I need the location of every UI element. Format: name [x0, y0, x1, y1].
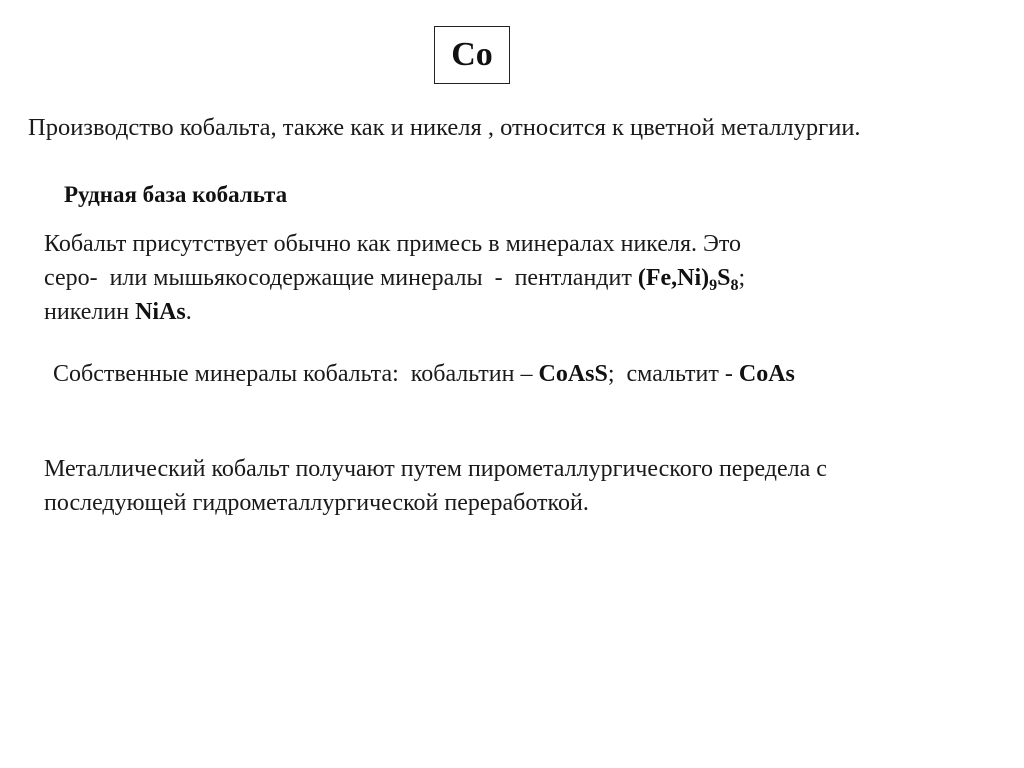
- ore-line-3-suffix: .: [185, 299, 192, 325]
- ore-line-2-suffix: ;: [738, 265, 746, 291]
- ore-line-3-prefix: никелин: [44, 299, 136, 325]
- pentlandite-formula-main: (Fe,Ni): [637, 265, 710, 291]
- ore-line-1: Кобальт присутствует обычно как примесь в минералах никеля. Это: [44, 231, 742, 257]
- ore-line-2: [44, 261, 745, 295]
- section-heading: Рудная база кобальта: [64, 182, 288, 207]
- ore-paragraph: [44, 227, 745, 329]
- pentlandite-subscript-8: 8: [730, 277, 739, 294]
- pentlandite-subscript-9: 9: [709, 277, 718, 294]
- production-line-2: последующей гидрометаллургической переработкой.: [44, 490, 589, 516]
- cobaltite-formula: CoAsS: [538, 361, 608, 387]
- production-line-1: Металлический кобальт получают путем пирометаллургического передела с: [44, 456, 827, 482]
- intro-text: Производство кобальта, также как и никеля , относится к цветной металлургии.: [28, 114, 861, 141]
- own-minerals-middle: ; смальтит -: [607, 361, 739, 387]
- pentlandite-formula: [637, 265, 739, 294]
- production-paragraph: [44, 452, 827, 520]
- smaltite-formula: CoAs: [738, 361, 795, 387]
- pentlandite-sulfur: S: [717, 265, 731, 291]
- element-symbol-box: [434, 26, 510, 84]
- own-minerals-prefix: Собственные минералы кобальта: кобальтин –: [53, 361, 539, 387]
- ore-line-3: [44, 295, 745, 329]
- own-minerals-line: [53, 357, 795, 391]
- ore-line-2-prefix: серо- или мышьякосодержащие минералы - пентландит: [44, 265, 638, 291]
- niccolite-formula: NiAs: [135, 299, 186, 325]
- element-symbol: Co: [451, 36, 493, 73]
